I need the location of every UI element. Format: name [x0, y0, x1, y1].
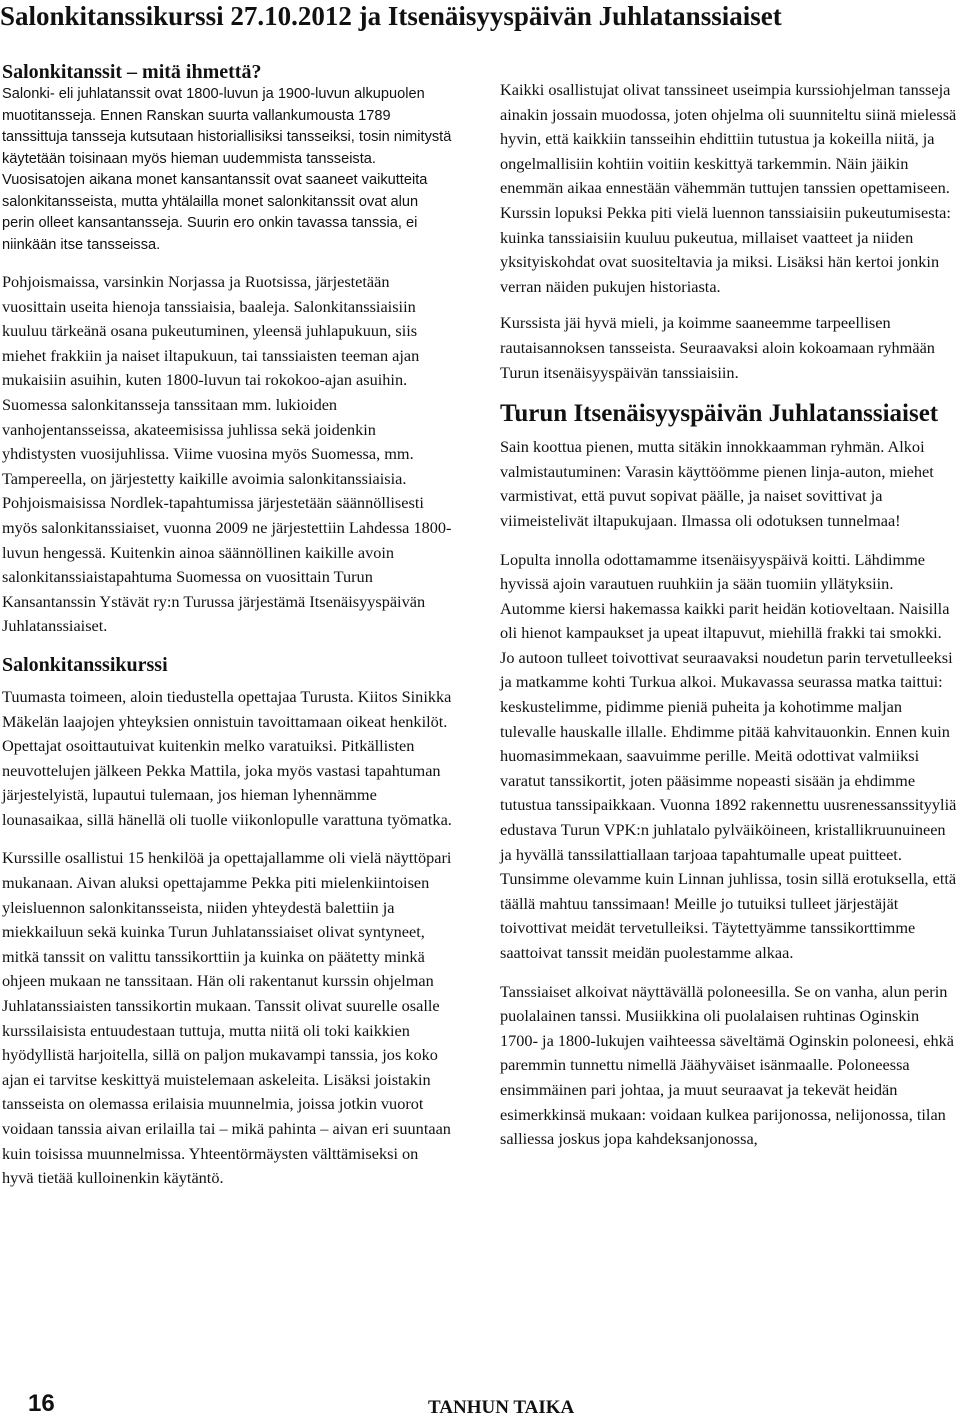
paragraph-kurssi-opettaja: Tuumasta toimeen, aloin tiedustella opettajaa Turusta. Kiitos Sinikka Mäkelän laajojen yhteyksien onnistuin tavoittamaan oikeat henkilöt. Opettajat osoittautuivat kuitenkin melko varatuiksi. Pitkällisten neuvottelujen jälkeen Pekka Mattila, joka myös vastasi tapahtuman järjestelyistä, lupautui tulemaan, jos hieman lyhennämme lounasaikaa, sillä hänellä oli tuolle viikonlopulle varattuna työmatka. — [2, 686, 452, 829]
section-heading-salonkitanssikurssi: Salonkitanssikurssi — [2, 653, 168, 676]
page-number: 16 — [28, 1390, 55, 1417]
right-column — [500, 78, 958, 1152]
magazine-name: TANHUN TAIKA — [428, 1397, 575, 1418]
paragraph-kurssi-sisalto: Kurssille osallistui 15 henkilöä ja opettajallamme oli vielä näyttöpari mukanaan. Aivan aluksi opettajamme Pekka piti mielenkiintoisen yleisluennon salonkitansseista, niiden yhteydestä balettiin ja miekkailuun sekä kuinka Turun Juhlatanssiaiset olivat syntyneet, mitkä tanssit on valittu tanssikorttiin ja kuinka on päätetty minkä ohjeen mukaan ne tanssitaan. Hän oli rakentanut kurssin ohjelman Juhlatanssiaisten tanssikortin mukaan. Tanssit olivat suurelle osalle kurssilaisista entuudestaan tuttuja, mutta niitä oli toki kaikkien hyödyllistä harjoitella, sillä on paljon mukavampi tanssia, jos koko ajan ei tarvitse keskittyä muistelemaan askeleita. Lisäksi joistakin tansseista on olemassa erilaisia muunnelmia, joissa jotkin vuorot voidaan tanssia aivan erilailla tai – mikä pahinta – aivan eri suuntaan kuin toisissa muunnelmissa. Yhteentörmäysten välttämiseksi on hyvä tietää kulloinenkin käytäntö. — [2, 848, 452, 1188]
page-title: Salonkitanssikurssi 27.10.2012 ja Itsenäisyyspäivän Juhlatanssiaiset — [0, 1, 782, 31]
paragraph-valmistautuminen: Sain koottua pienen, mutta sitäkin innokkaamman ryhmän. Alkoi valmistautuminen: Varasin käyttöömme pienen linja-auton, miehet varmistivat, että puvut sopivat päälle, ja naiset sovittivat ja viimeistelivät iltapukujaan. Ilmassa oli odotuksen tunnelmaa! — [500, 437, 934, 530]
left-column — [2, 60, 454, 1191]
paragraph-kurssista-jai: Kurssista jäi hyvä mieli, ja koimme saaneemme tarpeellisen rautaisannoksen tansseista. Seuraavaksi aloin kokoamaan ryhmään Turun itsenäisyyspäivän tanssiaisiin. — [500, 313, 935, 382]
section-heading-salonkitanssit: Salonkitanssit – mitä ihmettä? — [2, 61, 262, 83]
paragraph-pohjoismaissa: Pohjoismaissa, varsinkin Norjassa ja Ruotsissa, järjestetään vuosittain useita hienoja tanssiaisia, baaleja. Salonkitanssiaisiin kuuluu tärkeänä osana pukeutuminen, yleensä juhlapukuun, siis miehet frakkiin ja naiset iltapukuun, tai tanssiaisten teeman ajan mukaisiin asuihin, kuten 1800-luvun tai rokokoo-ajan asuihin. Suomessa salonkitansseja tanssitaan mm. lukioiden vanhojentansseissa, akateemisissa juhlissa sekä joidenkin yhdistysten vuosijuhlissa. Viime vuosina myös Suomessa, mm. Tampereella, on järjestetty kaikille avoimia salonkitanssiaisia. Pohjoismaisissa Nordlek-tapahtumissa järjestetään säännöllisesti myös salonkitanssiaiset, vuonna 2009 ne järjestettiin Lahdessa 1800-luvun hengessä. Kuitenkin ainoa säännöllinen kaikille avoin salonkitanssiaistapahtuma Suomessa on vuosittain Turun Kansantanssin Ystävät ry:n Turussa järjestämä Itsenäisyyspäivän Juhlatanssiaiset. — [2, 272, 452, 636]
section-heading-turun-juhlatanssiaiset: Turun Itsenäisyyspäivän Juhlatanssiaiset — [500, 400, 939, 428]
paragraph-salonkitanssit-intro: Salonki- eli juhlatanssit ovat 1800-luvun ja 1900-luvun alkupuolen muotitansseja. Ennen Ranskan suurta vallankumousta 1789 tanssittuja tansseja kutsutaan historiallisiksi tansseiksi, tosin nimitystä käytetään toisinaan myös hieman uudemmista tansseista. Vuosisatojen aikana monet kansantanssit ovat saaneet vaikutteita salonkitansseista, mutta yhtälailla monet salonkitanssit ovat alun perin olleet kansantansseja. Suurin ero onkin tavassa tanssia, ei niinkään itse tansseissa. — [2, 86, 452, 253]
paragraph-osallistujat: Kaikki osallistujat olivat tanssineet useimpia kurssiohjelman tansseja ainakin jossain muodossa, joten ohjelma oli suunniteltu siinä mielessä hyvin, että kaikkiin tansseihin ehdittiin tutustua ja kokeilla niitä, ja ongelmallisiin kohtiin voitiin keskittyä tarkemmin. Näin jäikin enemmän aikaa ennestään vähemmän tuttujen tanssien opettamiseen. Kurssin lopuksi Pekka piti vielä luennon tanssiaisiin pukeutumisesta: kuinka tanssiaisiin kuuluu pukeutua, millaiset vaatteet ja niiden yksityiskohdat ovat suositeltavia ja miksi. Lisäksi hän kertoi jonkin verran näiden pukujen historiasta. — [500, 80, 957, 296]
paragraph-itsenaisyyspaiva: Lopulta innolla odottamamme itsenäisyyspäivä koitti. Lähdimme hyvissä ajoin varautuen ruuhkiin ja sään tuomiin yllätyksiin. Automme kiersi hakemassa kaikki parit heidän kotioveltaan. Naisilla oli hienot kampaukset ja upeat iltapuvut, miehillä frakki tai smokki. Jo autoon tulleet toivottivat seuraavaksi noudetun parin tervetulleeksi ja matkamme kohti Turkua alkoi. Mukavassa seurassa matka taittui: keskustelimme, pidimme pieniä puheita ja kohotimme maljan tulevalle hauskalle illalle. Ehdimme pitää kahvitauonkin. Ennen kuin huomasimmekaan, saavuimme perille. Meitä odottivat valmiiksi varatut tanssikortit, joten pääsimme nopeasti sisään ja ehdimme tutustua tanssipaikkaan. Vuonna 1892 rakennettu uusrenessanssityyliä edustava Turun VPK:n juhlatalo pylväiköineen, kristallikruunuineen ja hyvällä tanssilattiallaan tarjoaa tapahtumalle upeat puitteet. Tunsimme olevamme kuin Linnan juhlissa, tosin sillä erotuksella, että täällä mahtuu tanssimaan! Meille jo tutuiksi tulleet järjestäjät toivottivat meidät tervetulleiksi. Täytettyämme tanssikorttimme saattoivat tanssit meidän puolestamme alkaa. — [500, 549, 957, 962]
paragraph-poloneesi: Tanssiaiset alkoivat näyttävällä poloneesilla. Se on vanha, alun perin puolalainen tanssi. Musiikkina oli puolalaisen ruhtinas Oginskin 1700- ja 1800-lukujen vaihteessa säveltämä Oginskin poloneesi, ehkä paremmin tunnettu nimellä Jäähyväiset isänmaalle. Poloneessa ensimmäinen pari johtaa, ja muut seuraavat ja tekevät heidän esimerkkinsä mukaan: voidaan kulkea parijonossa, nelijonossa, tilan salliessa joskus jopa kahdeksanjonossa, — [500, 981, 954, 1149]
